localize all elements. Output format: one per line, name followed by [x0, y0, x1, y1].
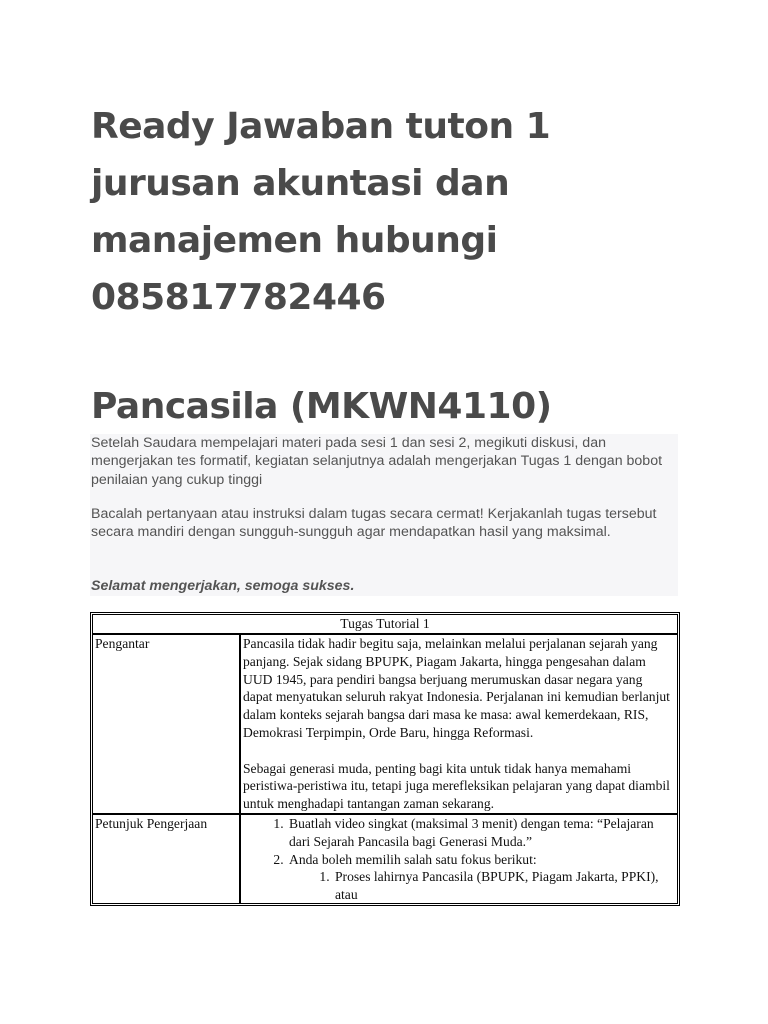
- course-title: Pancasila (MKWN4110): [91, 386, 552, 427]
- row-content-pengantar: [240, 634, 678, 814]
- list-item: 1. Proses lahirnya Pancasila (BPUPK, Piagam Jakarta, PPKI), atau: [333, 868, 675, 903]
- intro-paragraph: Bacalah pertanyaan atau instruksi dalam tugas secara cermat! Kerjakanlah tugas tersebut secara mandiri dengan sungguh-sungguh agar mendapatkan hasil yang maksimal.: [91, 506, 657, 541]
- list-item-text: Anda boleh memilih salah satu fokus berikut:: [289, 851, 537, 867]
- table-row: [92, 634, 678, 814]
- intro-closing: Selamat mengerjakan, semoga sukses.: [91, 578, 355, 594]
- pengantar-paragraph: Sebagai generasi muda, penting bagi kita untuk tidak hanya memahami peristiwa-peristiwa itu, tetapi juga merefleksikan pelajaran yang dapat diambil untuk menghadapi tantangan zaman sekarang.: [243, 760, 670, 812]
- row-label-pengantar: Pengantar: [92, 634, 240, 814]
- list-item: 1. Buatlah video singkat (maksimal 3 menit) dengan tema: “Pelajaran dari Sejarah Pancasila bagi Generasi Muda.”: [287, 815, 675, 851]
- table-caption-row: [92, 614, 678, 634]
- intro-paragraph: Setelah Saudara mempelajari materi pada sesi 1 dan sesi 2, megikuti diskusi, dan mengerjakan tes formatif, kegiatan selanjutnya adalah mengerjakan Tugas 1 dengan bobot penilaian yang cukup tinggi: [91, 435, 663, 488]
- row-content-petunjuk: [240, 814, 678, 904]
- table-row: [92, 814, 678, 904]
- steps-list: [243, 815, 675, 903]
- sub-steps-list: [289, 868, 675, 903]
- tugas-table: [90, 612, 680, 906]
- pengantar-paragraph: Pancasila tidak hadir begitu saja, melainkan melalui perjalanan sejarah yang panjang. Sejak sidang BPUPK, Piagam Jakarta, hingga pengesahan dalam UUD 1945, para pendiri bangsa berjuang merumuskan dasar negara yang dapat menyatukan seluruh rakyat Indonesia. Perjalanan ini kemudian berlanjut dalam konteks sejarah bangsa dari masa ke masa: awal kemerdekaan, RIS, Demokrasi Terpimpin, Orde Baru, hingga Reformasi.: [243, 636, 670, 740]
- intro-box: [90, 434, 678, 596]
- petunjuk-content: [243, 815, 675, 903]
- list-item: [287, 851, 675, 903]
- main-title: Ready Jawaban tuton 1 jurusan akuntasi dan manajemen hubungi 085817782446: [91, 106, 551, 318]
- row-label-petunjuk: Petunjuk Pengerjaan: [92, 814, 240, 904]
- table-caption: Tugas Tutorial 1: [92, 614, 678, 634]
